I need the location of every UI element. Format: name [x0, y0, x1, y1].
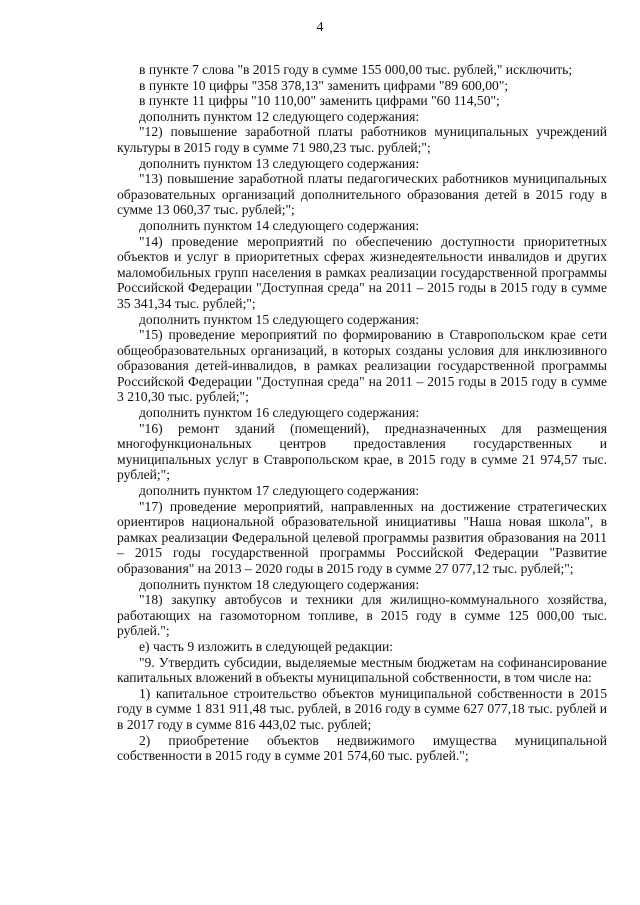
subitem: 1) капитальное строительство объектов муниципальной собственности в 2015 году в сумме 1 831 911,48 тыс. рублей, в 2016 году в сумме 627 077,18 тыс. рублей и в 2017 году в сумме 816 443,02 тыс. рублей;	[117, 685, 607, 732]
amendment-line: дополнить пунктом 18 следующего содержания:	[139, 576, 420, 592]
amendment-line: в пункте 10 цифры "358 378,13" заменить цифрами "89 600,00";	[139, 77, 509, 93]
quoted-item: "16) ремонт зданий (помещений), предназначенных для размещения многофункциональных центров предоставления государственных и муниципальных услуг в Ставропольском крае, в 2015 году в сумме 21 974,57 тыс. рублей;";	[117, 420, 607, 483]
page-number: 4	[316, 20, 324, 35]
amendment-line: дополнить пунктом 16 следующего содержания:	[139, 405, 420, 421]
quoted-item: "9. Утвердить субсидии, выделяемые местным бюджетам на софинансирование капитальных вложений в объекты муниципальной собственности, в том числе на:	[117, 654, 607, 686]
amendment-line: е) часть 9 изложить в следующей редакции:	[139, 638, 394, 654]
amendment-line: дополнить пунктом 13 следующего содержания:	[139, 155, 420, 171]
quoted-item: "17) проведение мероприятий, направленных на достижение стратегических ориентиров национальной образовательной инициативы "Наша новая школа", в рамках реализации Федеральной целевой программы развития образования на 2011 – 2015 годы государственной программы Российской Федерации "Развитие образования" на 2013 – 2020 годы в 2015 году в сумме 27 077,12 тыс. рублей;";	[117, 498, 607, 576]
quoted-item: "12) повышение заработной платы работников муниципальных учреждений культуры в 2015 году в сумме 71 980,23 тыс. рублей;";	[117, 124, 607, 155]
amendment-line: дополнить пунктом 12 следующего содержания:	[139, 108, 420, 124]
document-body	[117, 62, 607, 764]
amendment-line: в пункте 7 слова "в 2015 году в сумме 155 000,00 тыс. рублей," исключить;	[139, 62, 573, 77]
quoted-item: "14) проведение мероприятий по обеспечению доступности приоритетных объектов и услуг в приоритетных сферах жизнедеятельности инвалидов и других маломобильных групп населения в рамках реализации государственной программы Российской Федерации "Доступная среда" на 2011 – 2015 годы в 2015 году в сумме 35 341,34 тыс. рублей;";	[117, 233, 607, 311]
amendment-line: дополнить пунктом 15 следующего содержания:	[139, 311, 420, 327]
subitem: 2) приобретение объектов недвижимого имущества муниципальной собственности в 2015 году в сумме 201 574,60 тыс. рублей.";	[117, 732, 607, 764]
quoted-item: "15) проведение мероприятий по формированию в Ставропольском крае сети общеобразовательных организаций, в которых созданы условия для инклюзивного образования детей-инвалидов, в рамках реализации государственной программы Российской Федерации "Доступная среда" на 2011 – 2015 годы в 2015 году в сумме 3 210,30 тыс. рублей;";	[117, 327, 607, 405]
amendment-line: дополнить пунктом 17 следующего содержания:	[139, 483, 420, 499]
quoted-item: "18) закупку автобусов и техники для жилищно-коммунального хозяйства, работающих на газомоторном топливе, в 2015 году в сумме 125 000,00 тыс. рублей.";	[117, 592, 607, 639]
amendment-line: дополнить пунктом 14 следующего содержания:	[139, 217, 420, 233]
quoted-item: "13) повышение заработной платы педагогических работников муниципальных образовательных организаций дополнительного образования детей в 2015 году в сумме 13 060,37 тыс. рублей;";	[117, 171, 607, 218]
amendment-line: в пункте 11 цифры "10 110,00" заменить цифрами "60 114,50";	[139, 93, 500, 109]
